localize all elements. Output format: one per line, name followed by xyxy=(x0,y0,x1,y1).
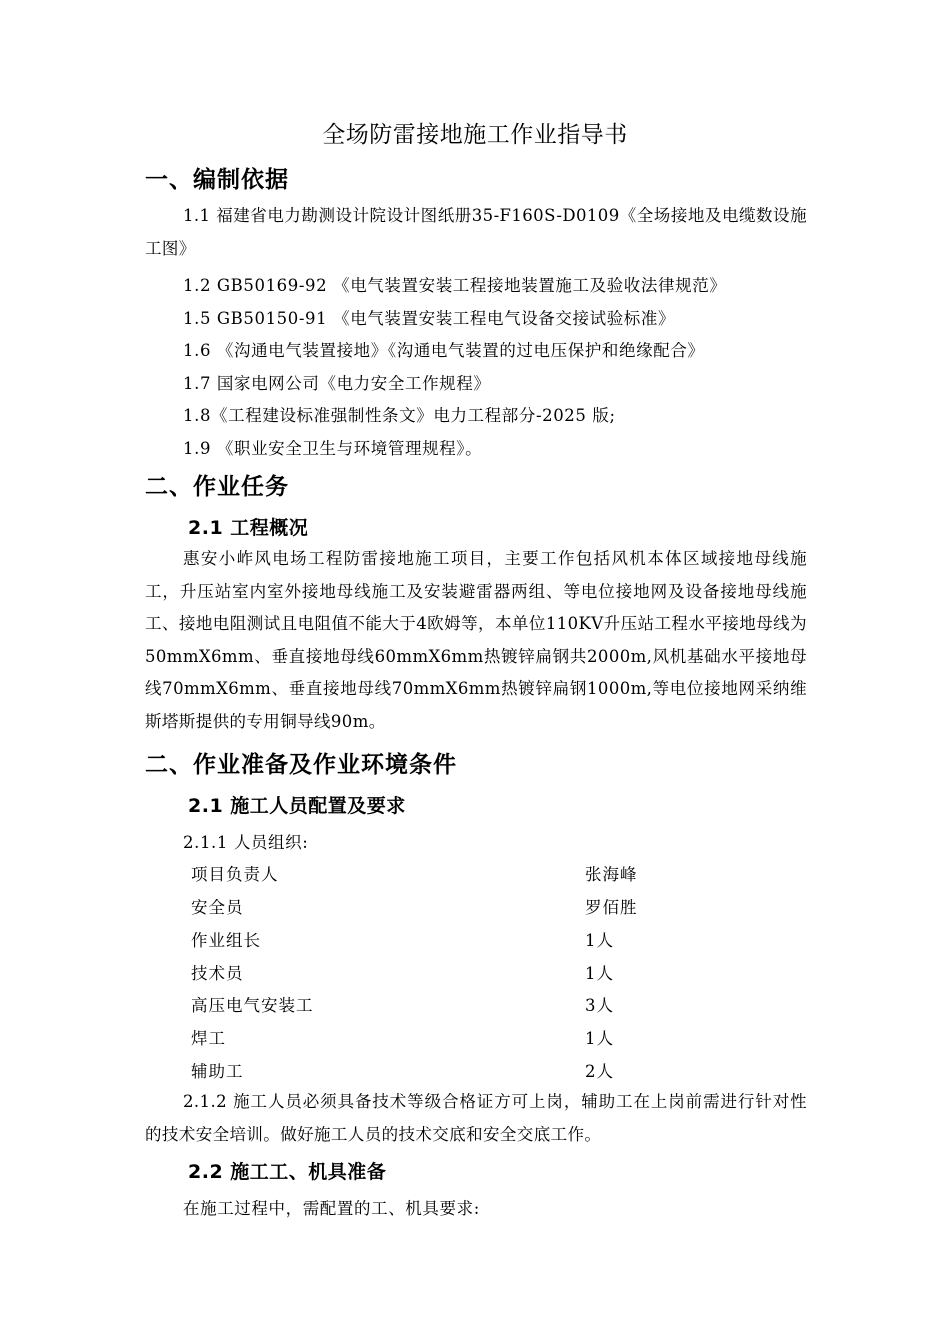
reference-item-1-7: 1.7 国家电网公司《电力安全工作规程》 xyxy=(183,374,491,393)
section-heading-preparation: 二、作业准备及作业环境条件 xyxy=(145,752,457,778)
staff-value: 1人 xyxy=(585,931,614,950)
staff-row xyxy=(191,1025,661,1058)
document-title: 全场防雷接地施工作业指导书 xyxy=(322,122,628,148)
staff-intro: 2.1.1 人员组织: xyxy=(183,833,309,852)
staff-role: 项目负责人 xyxy=(191,865,279,884)
subsection-heading-tools: 2.2 施工工、机具准备 xyxy=(188,1161,387,1183)
staff-row xyxy=(191,861,661,894)
overview-paragraph: 惠安小岞风电场工程防雷接地施工项目，主要工作包括风机本体区域接地母线施工，升压站室内室外接地母线施工及安装避雷器两组、等电位接地网及设备接地母线施工、接地电阻测试且电阻值不能大于4欧姆等，本单位110KV升压站工程水平接地母线为50mmX6mm、垂直接地母线60mmX6mm热镀锌扁钢共2000m,风机基础水平接地母线70mmX6mm、垂直接地母线70mmX6mm热镀锌扁钢1000m,等电位接地网采纳维斯塔斯提供的专用铜导线90m。 xyxy=(145,549,807,731)
staff-value: 3人 xyxy=(585,996,614,1015)
subsection-heading-overview: 2.1 工程概况 xyxy=(188,517,309,539)
reference-item-1-2: 1.2 GB50169-92 《电气装置安装工程接地装置施工及验收法律规范》 xyxy=(183,276,727,295)
reference-item-1-8: 1.8《工程建设标准强制性条文》电力工程部分-2025 版; xyxy=(183,406,616,425)
staff-value: 1人 xyxy=(585,964,614,983)
staff-value: 1人 xyxy=(585,1029,614,1048)
staff-role: 技术员 xyxy=(191,964,244,983)
reference-item-1-6: 1.6 《沟通电气装置接地》《沟通电气装置的过电压保护和绝缘配合》 xyxy=(183,341,705,360)
tools-intro: 在施工过程中，需配置的工、机具要求: xyxy=(183,1199,480,1218)
staff-role: 安全员 xyxy=(191,898,244,917)
section-heading-task: 二、作业任务 xyxy=(145,474,289,500)
staff-value: 罗佰胜 xyxy=(585,898,638,917)
staff-value: 2人 xyxy=(585,1062,614,1081)
staff-row xyxy=(191,894,661,927)
staff-row xyxy=(191,927,661,960)
reference-item-1-9: 1.9 《职业安全卫生与环境管理规程》。 xyxy=(183,439,483,458)
staff-role: 焊工 xyxy=(191,1029,226,1048)
staff-row xyxy=(191,960,661,993)
staff-row xyxy=(191,992,661,1025)
staff-role: 辅助工 xyxy=(191,1062,244,1081)
reference-item-1-5: 1.5 GB50150-91 《电气装置安装工程电气设备交接试验标准》 xyxy=(183,309,676,328)
reference-item-1-1: 1.1 福建省电力勘测设计院设计图纸册35-F160S-D0109《全场接地及电缆数设施工图》 xyxy=(145,206,807,258)
section-heading-basis: 一、编制依据 xyxy=(145,167,289,193)
subsection-heading-staffing: 2.1 施工人员配置及要求 xyxy=(188,795,406,817)
staff-value: 张海峰 xyxy=(585,865,638,884)
staff-role: 高压电气安装工 xyxy=(191,996,314,1015)
staff-requirement-paragraph: 2.1.2 施工人员必须具备技术等级合格证方可上岗，辅助工在上岗前需进行针对性的技术安全培训。做好施工人员的技术交底和安全交底工作。 xyxy=(145,1092,807,1144)
staff-role: 作业组长 xyxy=(191,931,261,950)
